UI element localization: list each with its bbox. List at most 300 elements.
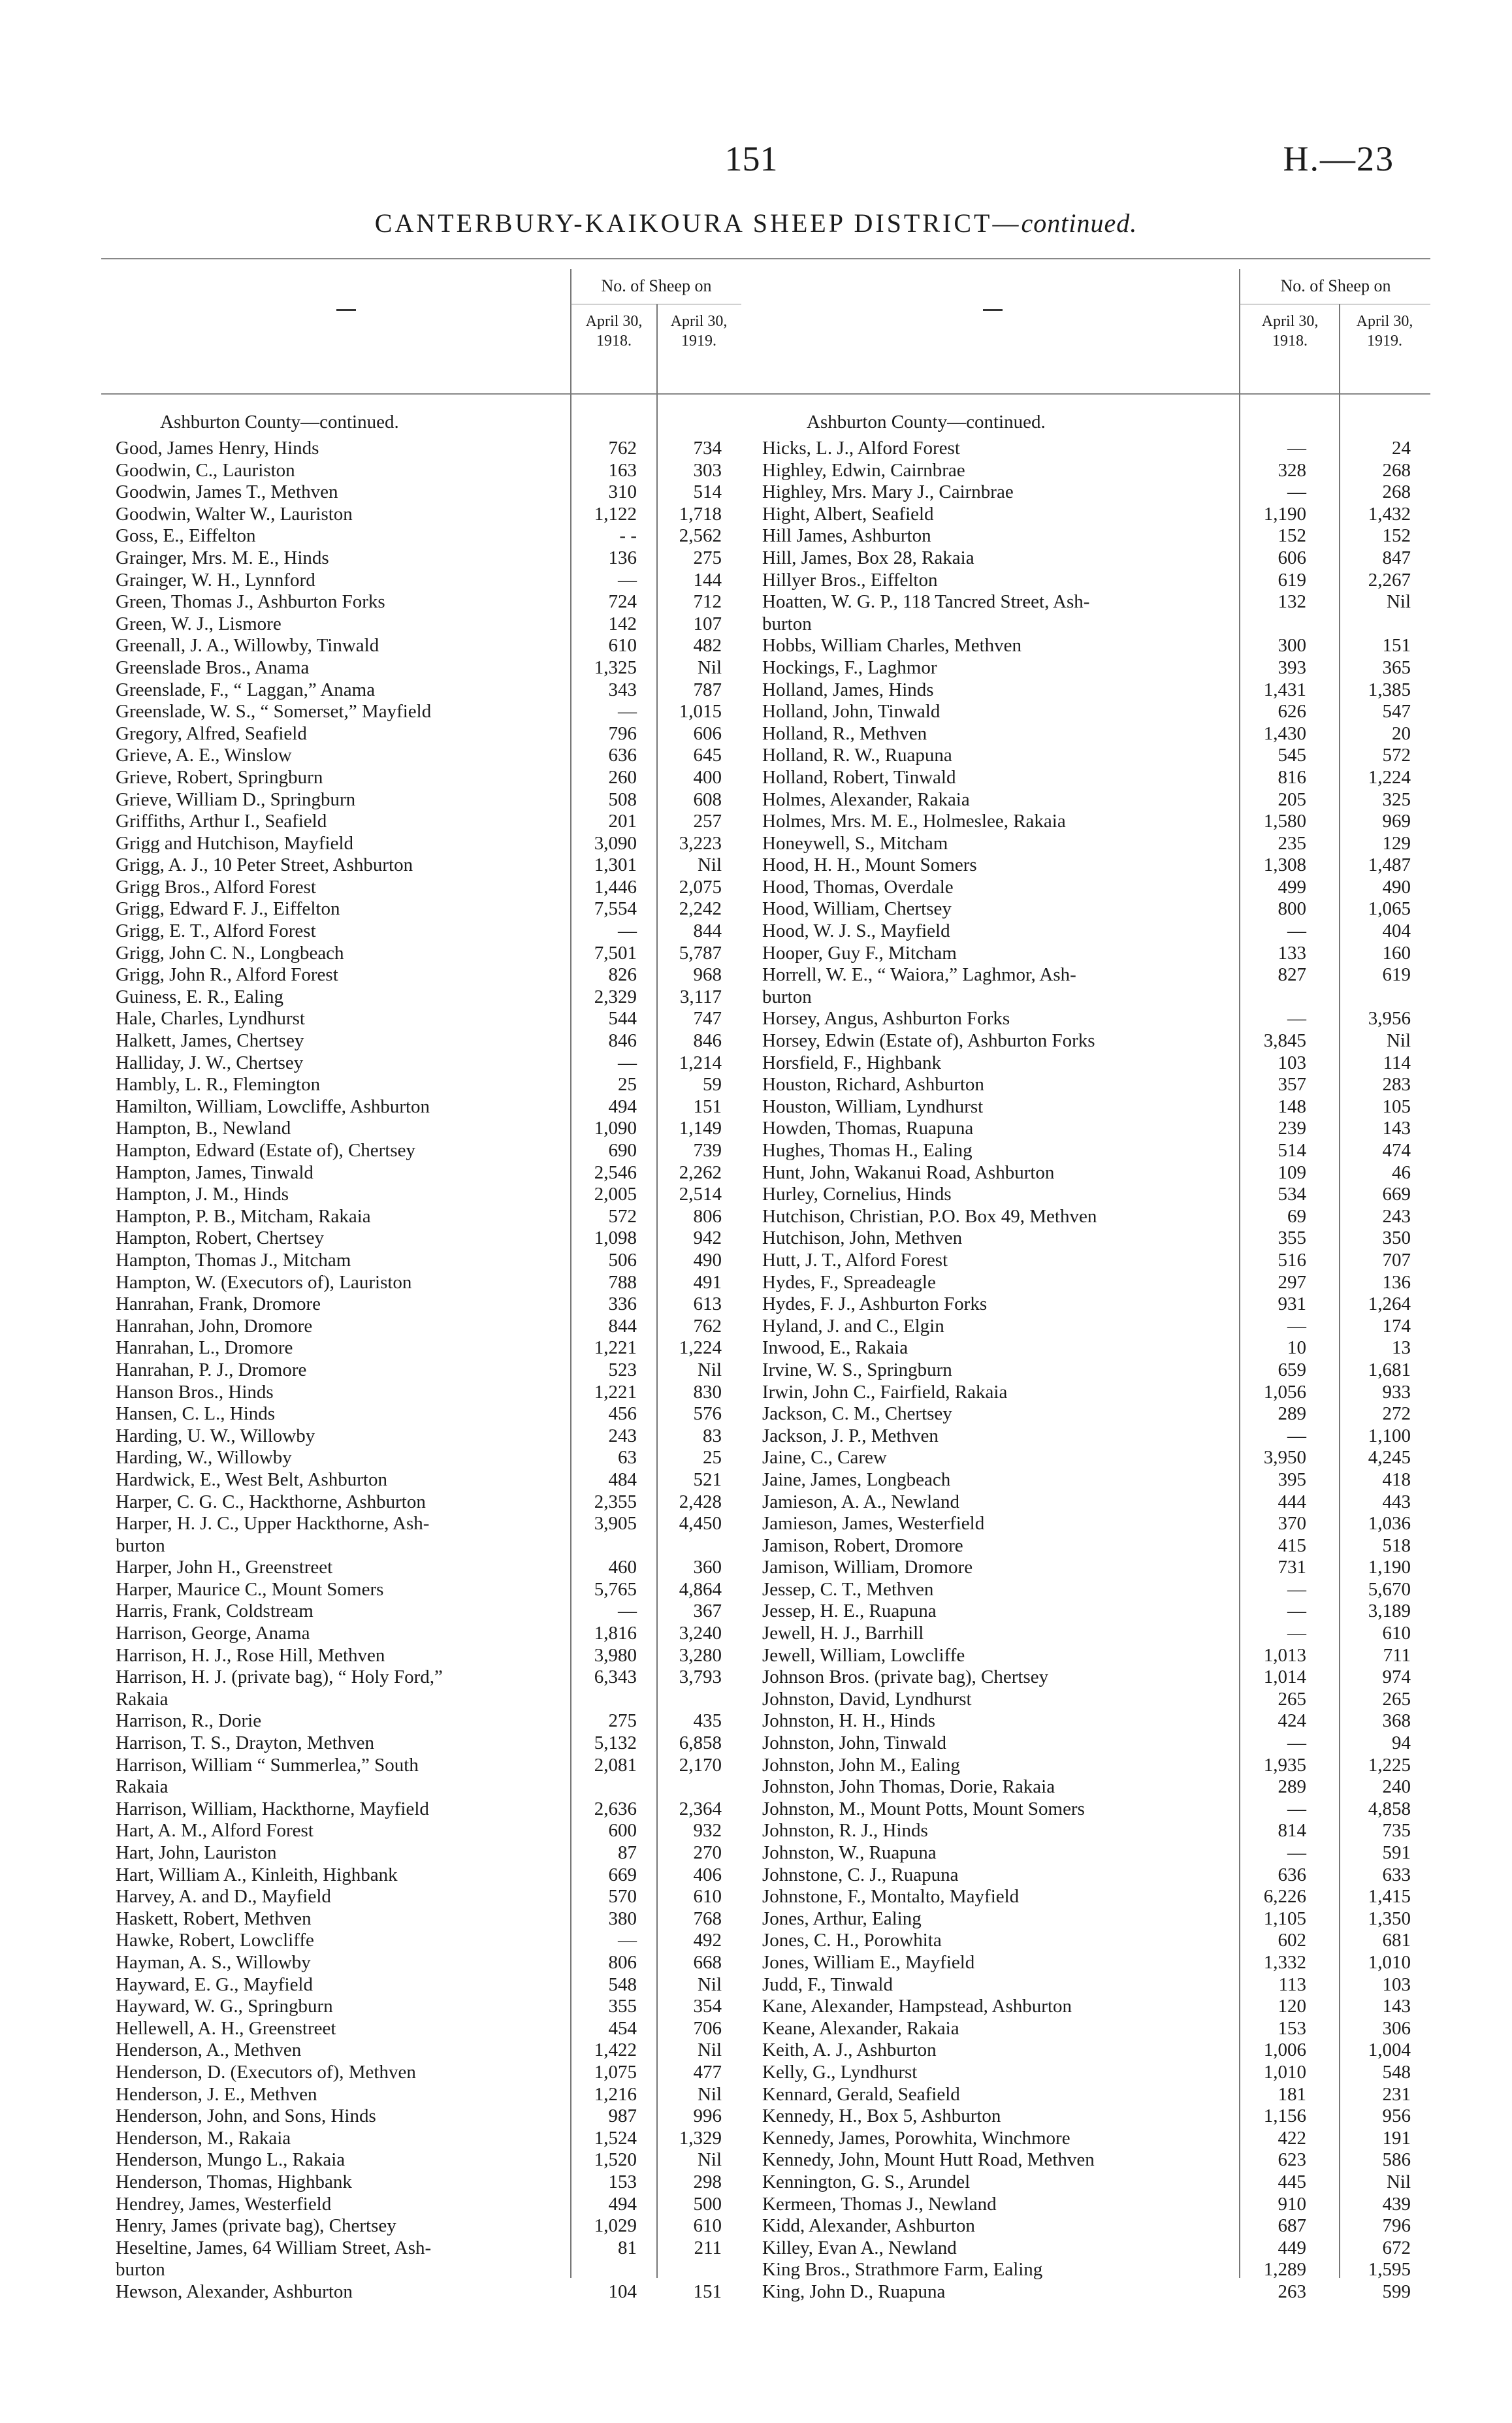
right-table-body: [748, 406, 1430, 2303]
table-row: [101, 1228, 784, 1250]
table-row: [748, 2281, 1430, 2303]
sheep-1919-value: 435: [693, 1710, 722, 1732]
sheep-1919-value: 400: [693, 766, 722, 788]
table-row: [748, 1579, 1430, 1601]
sheep-1918-value: 7,554: [594, 898, 637, 920]
sheep-1919-value: 968: [693, 964, 722, 986]
table-row: [101, 635, 784, 657]
table-row: [748, 1776, 1430, 1798]
table-row: [101, 1623, 784, 1645]
sheep-1918-value: 1,422: [594, 2040, 637, 2061]
sheep-1918-value: 6,343: [594, 1667, 637, 1688]
table-row: [748, 1030, 1430, 1052]
owner-name: Jewell, H. J., Barrhill: [762, 1623, 924, 1644]
sheep-1919-value: 240: [1382, 1776, 1411, 1798]
sheep-1918-value: 508: [608, 789, 637, 810]
sheep-1918-value: —: [1287, 481, 1306, 503]
sheep-1918-value: 1,156: [1263, 2106, 1306, 2127]
sheep-1918-value: 201: [608, 811, 637, 832]
right-table-header: [748, 259, 1430, 395]
table-row: [101, 2237, 784, 2260]
table-row: [748, 2149, 1430, 2171]
table-row: [101, 679, 784, 702]
owner-name: Johnston, H. H., Hinds: [762, 1710, 936, 1732]
sheep-1919-value: Nil: [697, 657, 722, 678]
sheep-1919-value: 1,350: [1368, 1908, 1411, 1929]
table-row: [101, 811, 784, 833]
sheep-1918-value: 2,546: [594, 1162, 637, 1183]
owner-name: Griffiths, Arthur I., Seafield: [116, 811, 327, 832]
table-row: [748, 1447, 1430, 1469]
table-row: [101, 2128, 784, 2150]
table-row: [748, 2215, 1430, 2237]
table-row: [748, 1162, 1430, 1184]
sheep-1919-value: 105: [1382, 1096, 1411, 1117]
table-row: [748, 1710, 1430, 1732]
sheep-1919-value: 136: [1382, 1271, 1411, 1293]
owner-name: Hyland, J. and C., Elgin: [762, 1315, 944, 1337]
sheep-1919-value: 406: [693, 1864, 722, 1885]
sheep-1919-value: 768: [693, 1908, 722, 1929]
sheep-1919-value: 610: [1382, 1623, 1411, 1644]
sheep-1918-value: 1,075: [594, 2061, 637, 2083]
sheep-1919-value: 1,036: [1368, 1513, 1411, 1535]
sheep-1918-value: 243: [608, 1425, 637, 1446]
sheep-1918-value: 63: [618, 1447, 637, 1469]
sheep-1919-value: 514: [693, 481, 722, 503]
owner-name: Hillyer Bros., Eiffelton: [762, 569, 938, 591]
owner-name: Jones, Arthur, Ealing: [762, 1908, 922, 1929]
owner-name: Henderson, M., Rakaia: [116, 2127, 291, 2149]
sheep-1918-value: 3,845: [1263, 1030, 1306, 1052]
table-row: [101, 1908, 784, 1930]
sheep-1918-value: 1,935: [1263, 1754, 1306, 1776]
sheep-1919-value: Nil: [1386, 591, 1411, 613]
sheep-1919-value: 521: [693, 1469, 722, 1490]
sheep-1919-value: 2,514: [679, 1184, 722, 1205]
table-row: [101, 1162, 784, 1184]
sheep-1918-value: —: [1287, 1578, 1306, 1600]
owner-name: Holmes, Alexander, Rakaia: [762, 789, 970, 810]
sheep-1919-value: 956: [1382, 2106, 1411, 2127]
owner-name: Hobbs, William Charles, Methven: [762, 635, 1021, 657]
sheep-1919-value: 404: [1382, 920, 1411, 942]
sheep-1918-value: 494: [608, 2193, 637, 2215]
sheep-1919-value: 143: [1382, 1996, 1411, 2017]
sheep-1919-value: 107: [693, 613, 722, 634]
sheep-1919-value: 547: [1382, 701, 1411, 723]
table-row: [748, 525, 1430, 547]
table-row: [748, 723, 1430, 745]
owner-name: Jackson, J. P., Methven: [762, 1425, 939, 1446]
sheep-1919-value: 739: [693, 1140, 722, 1161]
owner-name: Kidd, Alexander, Ashburton: [762, 2215, 975, 2237]
owner-name: Goodwin, James T., Methven: [116, 481, 338, 503]
sheep-1919-value: 796: [1382, 2215, 1411, 2237]
owner-name: Kennedy, H., Box 5, Ashburton: [762, 2106, 1001, 2127]
owner-name: Jewell, William, Lowcliffe: [762, 1644, 965, 1666]
sheep-1918-value: 2,081: [594, 1754, 637, 1776]
sheep-1918-value: 275: [608, 1710, 637, 1732]
owner-name: Grieve, Robert, Springburn: [116, 766, 323, 788]
owner-name: Holland, R. W., Ruapuna: [762, 745, 952, 766]
sheep-1918-value: 104: [608, 2281, 637, 2302]
sheep-1918-value: 762: [608, 438, 637, 459]
sheep-1918-value: 1,325: [594, 657, 637, 678]
table-row: [101, 1008, 784, 1030]
sheep-1919-value: 439: [1382, 2193, 1411, 2215]
table-row: [748, 964, 1430, 986]
owner-name: Jessep, H. E., Ruapuna: [762, 1601, 937, 1622]
owner-name: Grieve, William D., Springburn: [116, 789, 356, 810]
sheep-1918-value: 454: [608, 2017, 637, 2039]
owner-name: Hampton, J. M., Hinds: [116, 1184, 289, 1205]
table-row: [101, 570, 784, 592]
owner-name: Grigg and Hutchison, Mayfield: [116, 832, 354, 854]
table-row: [101, 1776, 784, 1798]
owner-name: Hughes, Thomas H., Ealing: [762, 1140, 973, 1161]
table-row: [101, 1052, 784, 1075]
sheep-1919-value: 1,100: [1368, 1425, 1411, 1446]
owner-name: Harrison, George, Anama: [116, 1623, 310, 1644]
owner-name: Jaine, C., Carew: [762, 1447, 887, 1469]
sheep-1918-value: 289: [1278, 1776, 1306, 1798]
sheep-1919-value: 3,223: [679, 832, 722, 854]
owner-name: Hampton, B., Newland: [116, 1118, 291, 1139]
sheep-1918-value: 424: [1278, 1710, 1306, 1732]
table-row: [101, 1689, 784, 1711]
sheep-1918-value: 445: [1278, 2171, 1306, 2192]
sheep-1918-value: —: [1287, 1623, 1306, 1644]
sheep-1918-value: —: [618, 1930, 637, 1951]
owner-name: burton: [762, 986, 812, 1007]
owner-name: Judd, F., Tinwald: [762, 1974, 893, 1995]
sheep-1918-value: 2,355: [594, 1491, 637, 1512]
owner-name: Hood, William, Chertsey: [762, 898, 952, 920]
table-row: [101, 1425, 784, 1448]
table-row: [101, 1382, 784, 1404]
owner-name: Johnston, W., Ruapuna: [762, 1842, 937, 1863]
owner-name: Hampton, Thomas J., Mitcham: [116, 1249, 351, 1271]
sheep-1919-value: 144: [693, 569, 722, 591]
sheep-1919-value: 4,450: [679, 1513, 722, 1535]
col-1919-heading: April 30, 1919.: [670, 313, 728, 350]
table-row: [101, 723, 784, 745]
sheep-1918-value: 133: [1278, 942, 1306, 964]
owner-name: Goodwin, Walter W., Lauriston: [116, 503, 353, 525]
table-row: [101, 460, 784, 482]
sheep-1919-value: 24: [1392, 438, 1411, 459]
sheep-1919-value: 114: [1383, 1052, 1411, 1073]
sheep-1918-value: 545: [1278, 745, 1306, 766]
table-row: [748, 1645, 1430, 1667]
sheep-1918-value: 87: [618, 1842, 637, 1863]
owner-name: Hart, William A., Kinleith, Highbank: [116, 1864, 398, 1885]
table-row: [101, 1206, 784, 1228]
sheep-1919-value: 94: [1392, 1732, 1411, 1754]
sheep-1918-value: 380: [608, 1908, 637, 1929]
sheep-1919-value: 20: [1392, 723, 1411, 744]
table-row: [101, 1513, 784, 1535]
sheep-1919-value: Nil: [697, 2040, 722, 2061]
table-row: [748, 1513, 1430, 1535]
sheep-1919-value: 747: [693, 1008, 722, 1030]
table-row: [101, 1886, 784, 1908]
sheep-1919-value: 672: [1382, 2237, 1411, 2258]
sheep-1919-value: 572: [1382, 745, 1411, 766]
table-row: [748, 1974, 1430, 1996]
owner-name: Harper, Maurice C., Mount Somers: [116, 1578, 384, 1600]
table-row: [748, 1184, 1430, 1206]
owner-name: Horsfield, F., Highbank: [762, 1052, 941, 1073]
sheep-1919-value: 1,718: [679, 503, 722, 525]
sheep-1918-value: —: [1287, 920, 1306, 942]
owner-name: Hayman, A. S., Willowby: [116, 1951, 311, 1973]
owner-name: Harrison, H. J. (private bag), “ Holy Ford,”: [116, 1667, 443, 1688]
table-row: [101, 943, 784, 965]
owner-name: Harrison, William “ Summerlea,” South: [116, 1754, 419, 1776]
owner-name: Hanson Bros., Hinds: [116, 1381, 274, 1403]
owner-name: Green, W. J., Lismore: [116, 613, 281, 634]
sheep-1919-value: 2,562: [679, 525, 722, 547]
sheep-1919-value: 712: [693, 591, 722, 613]
sheep-1919-value: 2,364: [679, 1798, 722, 1819]
table-row: [748, 1842, 1430, 1864]
sheep-1919-value: 3,240: [679, 1623, 722, 1644]
owner-name: Hampton, P. B., Mitcham, Rakaia: [116, 1205, 371, 1227]
sheep-1919-value: 303: [693, 459, 722, 481]
sheep-1918-value: —: [618, 1601, 637, 1622]
sheep-1919-value: 606: [693, 723, 722, 744]
owner-name: Heseltine, James, 64 William Street, Ash-: [116, 2237, 432, 2258]
table-row: [101, 2062, 784, 2084]
table-row: [748, 547, 1430, 570]
sheep-1918-value: 1,010: [1263, 2061, 1306, 2083]
sheep-1918-value: 606: [1278, 547, 1306, 568]
sheep-count-heading: No. of Sheep on: [601, 276, 712, 295]
sheep-1919-value: 2,428: [679, 1491, 722, 1512]
sheep-1918-value: 393: [1278, 657, 1306, 678]
sheep-1918-value: 355: [1278, 1228, 1306, 1249]
sheep-1919-value: 974: [1382, 1667, 1411, 1688]
owner-name: Houston, Richard, Ashburton: [762, 1074, 984, 1096]
sheep-1919-value: 591: [1382, 1842, 1411, 1863]
sheep-1918-value: 2,329: [594, 986, 637, 1007]
table-row: [748, 2259, 1430, 2281]
sheep-1918-value: 987: [608, 2106, 637, 2127]
owner-name: Harrison, R., Dorie: [116, 1710, 262, 1732]
sheep-1918-value: —: [618, 569, 637, 591]
table-row: [748, 1623, 1430, 1645]
table-row: [101, 833, 784, 855]
sheep-1918-value: 10: [1287, 1337, 1306, 1359]
sheep-1919-value: Nil: [697, 2083, 722, 2105]
sheep-1919-value: 5,787: [679, 942, 722, 964]
sheep-1919-value: 283: [1382, 1074, 1411, 1096]
sheep-1918-value: 724: [608, 591, 637, 613]
owner-name: Irwin, John C., Fairfield, Rakaia: [762, 1381, 1008, 1403]
table-row: [101, 1930, 784, 1952]
owner-name: Hart, A. M., Alford Forest: [116, 1820, 314, 1842]
sheep-1918-value: 25: [618, 1074, 637, 1096]
sheep-1918-value: 297: [1278, 1271, 1306, 1293]
sheep-1919-value: Nil: [1386, 1030, 1411, 1052]
sheep-1918-value: 1,090: [594, 1118, 637, 1139]
sheep-1918-value: 910: [1278, 2193, 1306, 2215]
owner-name: Halliday, J. W., Chertsey: [116, 1052, 304, 1073]
table-row: [748, 854, 1430, 877]
sheep-1918-value: 181: [1278, 2083, 1306, 2105]
sheep-1919-value: 4,864: [679, 1578, 722, 1600]
owner-name: Keane, Alexander, Rakaia: [762, 2017, 959, 2039]
owner-name: Gregory, Alfred, Seafield: [116, 723, 307, 744]
owner-name: Kennington, G. S., Arundel: [762, 2171, 971, 2192]
sheep-1918-value: 1,122: [594, 503, 637, 525]
sheep-1919-value: 1,224: [679, 1337, 722, 1359]
owner-name: Jessep, C. T., Methven: [762, 1578, 934, 1600]
sheep-count-heading: No. of Sheep on: [1280, 276, 1391, 295]
owner-name: Holland, Robert, Tinwald: [762, 766, 956, 788]
owner-name: Kelly, G., Lyndhurst: [762, 2061, 918, 2083]
owner-name: Hayward, E. G., Mayfield: [116, 1974, 313, 1995]
owner-name: Greenslade, F., “ Laggan,” Anama: [116, 679, 376, 700]
table-row: [748, 986, 1430, 1009]
owner-name: Henderson, John, and Sons, Hinds: [116, 2106, 376, 2127]
sheep-1918-value: 548: [608, 1974, 637, 1995]
sheep-1918-value: 2,636: [594, 1798, 637, 1819]
sheep-1918-value: 395: [1278, 1469, 1306, 1490]
sheep-1918-value: 659: [1278, 1359, 1306, 1380]
sheep-1918-value: 136: [608, 547, 637, 568]
owner-name: Hutchison, John, Methven: [762, 1228, 963, 1249]
table-row: [748, 1820, 1430, 1842]
table-row: [101, 1293, 784, 1316]
table-row: [101, 2084, 784, 2106]
sheep-1918-value: 1,105: [1263, 1908, 1306, 1929]
sheep-1919-value: 418: [1382, 1469, 1411, 1490]
table-row: [748, 2128, 1430, 2150]
sheep-1919-value: 2,262: [679, 1162, 722, 1183]
sheep-1918-value: 516: [1278, 1249, 1306, 1271]
owner-name: Hill, James, Box 28, Rakaia: [762, 547, 974, 568]
table-row: [748, 1996, 1430, 2018]
sheep-1918-value: 514: [1278, 1140, 1306, 1161]
sheep-1918-value: 357: [1278, 1074, 1306, 1096]
table-row: [748, 2040, 1430, 2062]
sheep-1918-value: —: [1287, 1798, 1306, 1819]
table-row: [101, 657, 784, 679]
table-row: [101, 1996, 784, 2018]
sheep-1918-value: 844: [608, 1315, 637, 1337]
owner-name: Hurley, Cornelius, Hinds: [762, 1184, 952, 1205]
table-row: [748, 1096, 1430, 1118]
table-row: [748, 1316, 1430, 1338]
sheep-1918-value: 120: [1278, 1996, 1306, 2017]
sheep-1919-value: 151: [1382, 635, 1411, 657]
owner-name: Highley, Edwin, Cairnbrae: [762, 459, 965, 481]
owner-name: Hawke, Robert, Lowcliffe: [116, 1930, 314, 1951]
table-row: [101, 2194, 784, 2216]
sheep-1918-value: 1,056: [1263, 1381, 1306, 1403]
sheep-1919-value: 151: [693, 2281, 722, 2302]
left-table: [101, 258, 784, 2302]
owner-name: Harding, W., Willowby: [116, 1447, 292, 1469]
owner-name: Hydes, F. J., Ashburton Forks: [762, 1293, 988, 1315]
table-row: [101, 1403, 784, 1425]
table-row: [748, 1118, 1430, 1140]
owner-name: Green, Thomas J., Ashburton Forks: [116, 591, 385, 613]
sheep-1918-value: 1,431: [1263, 679, 1306, 700]
sheep-1919-value: 711: [1383, 1644, 1411, 1666]
sheep-1918-value: 5,132: [594, 1732, 637, 1754]
sheep-1919-value: 942: [693, 1228, 722, 1249]
table-row: [748, 920, 1430, 943]
owner-name: Kennedy, James, Porowhita, Winchmore: [762, 2127, 1070, 2149]
section-heading: Ashburton County—continued.: [807, 412, 1046, 432]
sheep-1919-value: 1,595: [1368, 2259, 1411, 2281]
sheep-1919-value: 46: [1392, 1162, 1411, 1183]
sheep-1918-value: 310: [608, 481, 637, 503]
owner-name: Haskett, Robert, Methven: [116, 1908, 312, 1929]
table-row: [748, 635, 1430, 657]
sheep-1918-value: 205: [1278, 789, 1306, 810]
sheep-1918-value: 619: [1278, 569, 1306, 591]
sheep-1918-value: 523: [608, 1359, 637, 1380]
table-row: [748, 2237, 1430, 2260]
sheep-1918-value: 1,216: [594, 2083, 637, 2105]
sheep-1919-value: 25: [703, 1447, 722, 1469]
table-row: [101, 2018, 784, 2040]
sheep-1919-value: 2,170: [679, 1754, 722, 1776]
col-1918-heading: April 30, 1918.: [1261, 313, 1319, 350]
table-row: [748, 1206, 1430, 1228]
owner-name: Hood, Thomas, Overdale: [762, 876, 954, 898]
sheep-1918-value: 336: [608, 1293, 637, 1315]
table-row: [748, 767, 1430, 789]
table-row: [748, 877, 1430, 899]
owner-name: Henry, James (private bag), Chertsey: [116, 2215, 396, 2237]
owner-name: Hendrey, James, Westerfield: [116, 2193, 332, 2215]
sheep-1919-value: 103: [1382, 1974, 1411, 1995]
sheep-1918-value: 3,090: [594, 832, 637, 854]
owner-name: Jones, William E., Mayfield: [762, 1951, 975, 1973]
table-row: [748, 1228, 1430, 1250]
owner-name: Henderson, Thomas, Highbank: [116, 2171, 352, 2192]
table-row: [101, 854, 784, 877]
sheep-1918-value: —: [1287, 1008, 1306, 1030]
sheep-1919-value: 846: [693, 1030, 722, 1052]
owner-name: Holmes, Mrs. M. E., Holmeslee, Rakaia: [762, 811, 1066, 832]
sheep-1919-value: 1,385: [1368, 679, 1411, 700]
table-row: [748, 2062, 1430, 2084]
sheep-1918-value: 1,098: [594, 1228, 637, 1249]
owner-name: Henderson, D. (Executors of), Methven: [116, 2061, 416, 2083]
owner-name: Johnston, M., Mount Potts, Mount Somers: [762, 1798, 1085, 1819]
sheep-1918-value: 687: [1278, 2215, 1306, 2237]
sheep-1918-value: —: [1287, 1732, 1306, 1754]
sheep-1918-value: 7,501: [594, 942, 637, 964]
sheep-1918-value: - -: [619, 525, 637, 547]
table-row: [101, 1316, 784, 1338]
table-row: [748, 504, 1430, 526]
table-row: [101, 1645, 784, 1667]
name-column-dash: [983, 309, 1003, 311]
table-row: [748, 1359, 1430, 1382]
sheep-1919-value: 1,329: [679, 2127, 722, 2149]
sheep-1918-value: 152: [1278, 525, 1306, 547]
sheep-1918-value: 415: [1278, 1535, 1306, 1556]
sheep-1919-value: 2,267: [1368, 569, 1411, 591]
